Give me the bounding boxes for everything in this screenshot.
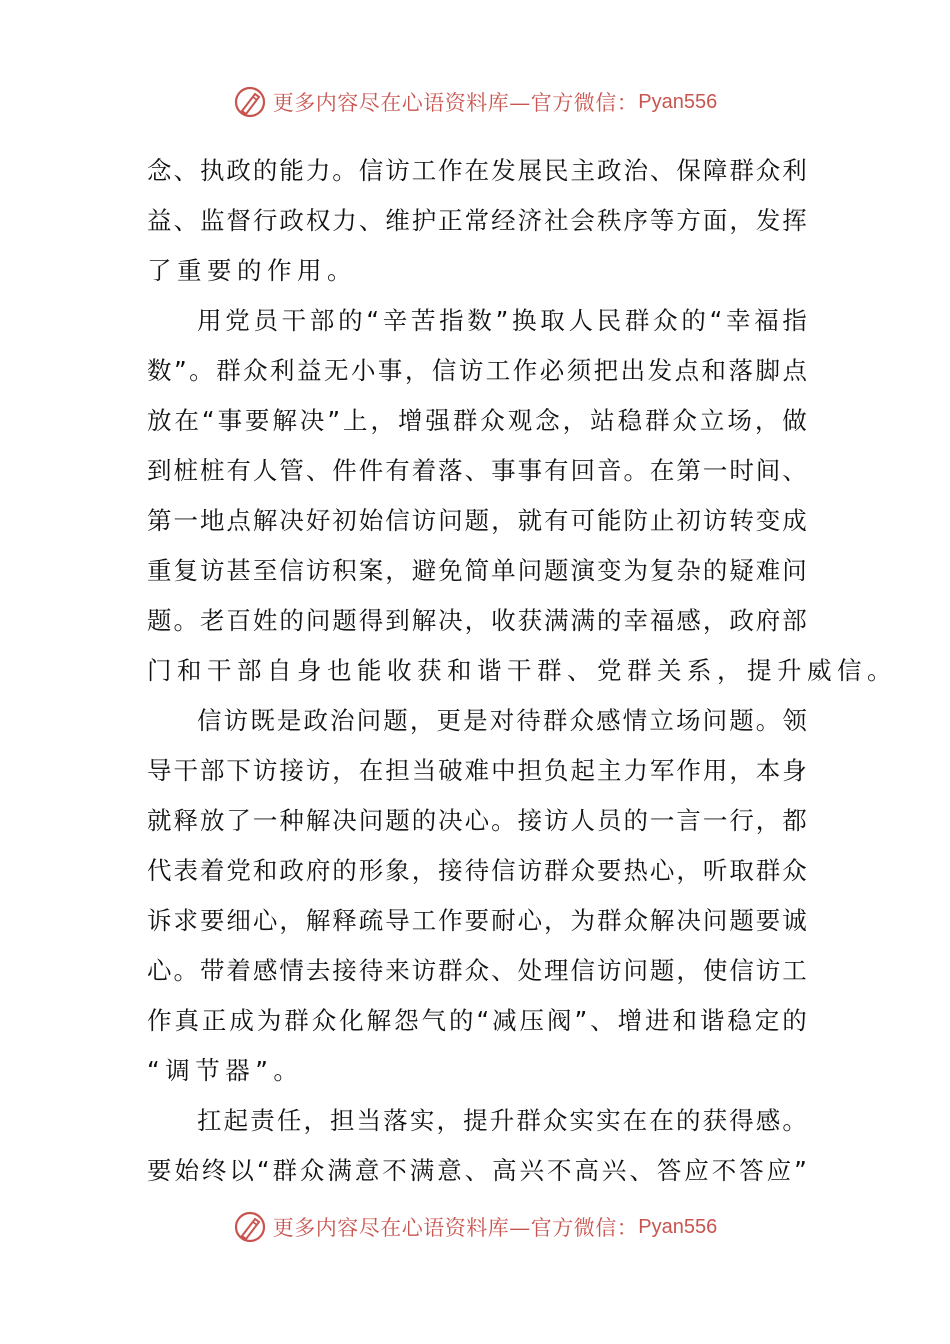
text-line: 用 党 员 干 部 的 “ 辛 苦 指 数 ” 换 取 人 民 群 众 的 “ 幸 福 指 <box>197 306 807 335</box>
paragraph <box>147 696 807 1096</box>
text-line: 诉 求 要 细 心 ， 解 释 疏 导 工 作 要 耐 心 ， 为 群 众 解 决 问 题 要 诚 <box>147 906 807 935</box>
text-line: 数 ” 。 群 众 利 益 无 小 事 ， 信 访 工 作 必 须 把 出 发 点 和 落 脚 点 <box>147 356 807 385</box>
text-line: 要 始 终 以 “ 群 众 满 意 不 满 意 、 高 兴 不 高 兴 、 答 应 不 答 应 ” <box>147 1156 807 1185</box>
text-line: 导 干 部 下 访 接 访 ， 在 担 当 破 难 中 担 负 起 主 力 军 作 用 ， 本 身 <box>147 756 807 785</box>
text-line: 信 访 既 是 政 治 问 题 ， 更 是 对 待 群 众 感 情 立 场 问 题 。 领 <box>197 706 807 735</box>
text-line: 到 桩 桩 有 人 管 、 件 件 有 着 落 、 事 事 有 回 音 。 在 第 一 时 间 、 <box>147 456 807 485</box>
footer-banner <box>0 1207 950 1247</box>
text-line: 益 、 监 督 行 政 权 力 、 维 护 正 常 经 济 社 会 秩 序 等 方 面 ， 发 挥 <box>147 206 807 235</box>
header-banner <box>0 82 950 122</box>
banner-wechat-id: Pyan556 <box>638 90 718 113</box>
pen-nib-logo-icon <box>233 1210 267 1244</box>
text-line: 了重要的作用。 <box>147 256 357 285</box>
text-line: 念 、 执 政 的 能 力 。 信 访 工 作 在 发 展 民 主 政 治 、 保 障 群 众 利 <box>147 156 807 185</box>
banner-wechat-id: Pyan556 <box>638 1215 718 1238</box>
banner-text: 更多内容尽在心语资料库—官方微信： <box>272 91 639 115</box>
text-line: 代 表 着 党 和 政 府 的 形 象 ， 接 待 信 访 群 众 要 热 心 ， 听 取 群 众 <box>147 856 807 885</box>
text-line: 第 一 地 点 解 决 好 初 始 信 访 问 题 ， 就 有 可 能 防 止 初 访 转 变 成 <box>147 506 807 535</box>
text-line: 放 在 “ 事 要 解 决 ” 上 ， 增 强 群 众 观 念 ， 站 稳 群 众 立 场 ， 做 <box>147 406 807 435</box>
paragraph <box>147 296 897 696</box>
text-line: “调节器”。 <box>147 1056 304 1085</box>
pen-nib-logo-icon <box>233 85 267 119</box>
text-line: 门和干部自身也能收获和谐干群、党群关系，提升威信。 <box>147 656 897 685</box>
text-line: 作 真 正 成 为 群 众 化 解 怨 气 的 “ 减 压 阀 ” 、 增 进 和 谐 稳 定 的 <box>147 1006 807 1035</box>
text-line: 就 释 放 了 一 种 解 决 问 题 的 决 心 。 接 访 人 员 的 一 言 一 行 ， 都 <box>147 806 807 835</box>
paragraph <box>147 146 807 296</box>
text-line: 重 复 访 甚 至 信 访 积 案 ， 避 免 简 单 问 题 演 变 为 复 杂 的 疑 难 问 <box>147 556 807 585</box>
text-line: 题 。 老 百 姓 的 问 题 得 到 解 决 ， 收 获 满 满 的 幸 福 感 ， 政 府 部 <box>147 606 807 635</box>
banner-text: 更多内容尽在心语资料库—官方微信： <box>272 1216 639 1240</box>
document-body <box>147 146 897 1196</box>
paragraph <box>147 1096 807 1196</box>
text-line: 扛 起 责 任 ， 担 当 落 实 ， 提 升 群 众 实 实 在 在 的 获 得 感 。 <box>197 1106 807 1135</box>
text-line: 心 。 带 着 感 情 去 接 待 来 访 群 众 、 处 理 信 访 问 题 ， 使 信 访 工 <box>147 956 807 985</box>
